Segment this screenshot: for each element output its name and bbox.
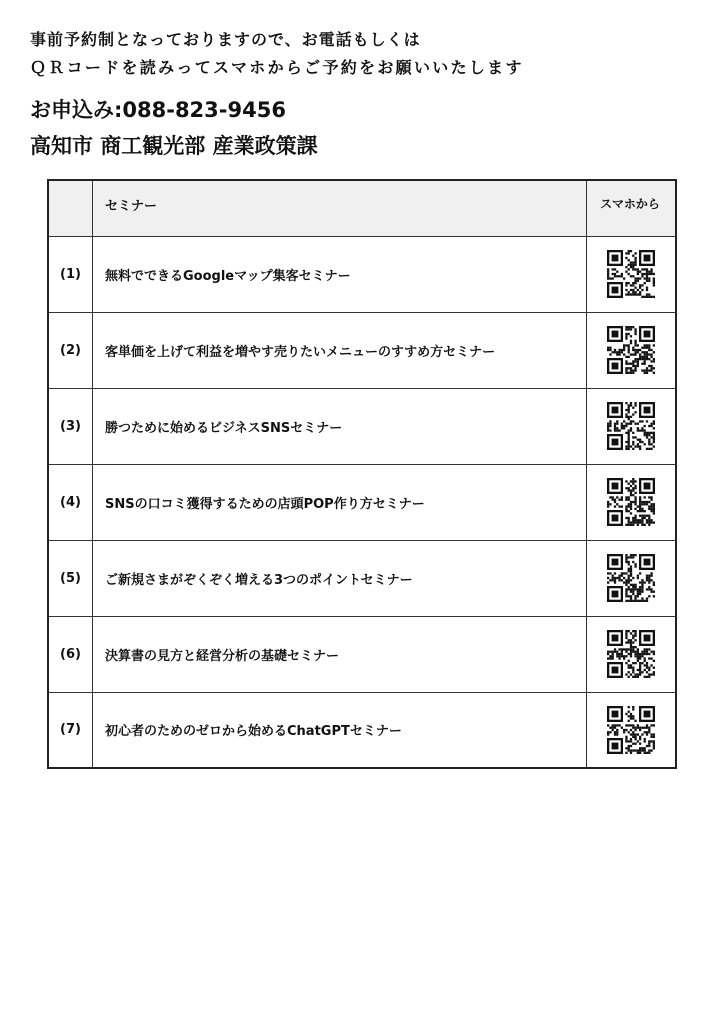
- row-number: (2): [48, 312, 93, 388]
- qr-code-icon[interactable]: [607, 250, 655, 298]
- row-title: 無料でできるGoogleマップ集客セミナー: [93, 236, 587, 312]
- qr-code-icon[interactable]: [607, 326, 655, 374]
- row-title: ご新規さまがぞくぞく増える3つのポイントセミナー: [93, 540, 587, 616]
- header-number: [48, 180, 93, 236]
- row-title: 勝つために始めるビジネスSNSセミナー: [93, 388, 587, 464]
- header-qr: スマホから: [587, 180, 677, 236]
- qr-code-icon[interactable]: [607, 554, 655, 602]
- table-row: [48, 540, 676, 616]
- phone-number: お申込み:088-823-9456: [30, 98, 286, 122]
- table-row: [48, 616, 676, 692]
- row-number: (6): [48, 616, 93, 692]
- qr-code-icon[interactable]: [607, 402, 655, 450]
- reservation-notice: [30, 26, 524, 82]
- department-name: 高知市 商工観光部 産業政策課: [30, 134, 318, 158]
- table-row: [48, 692, 676, 768]
- row-number: (1): [48, 236, 93, 312]
- table-header-row: [48, 180, 676, 236]
- row-title: 客単価を上げて利益を増やす売りたいメニューのすすめ方セミナー: [93, 312, 587, 388]
- row-title: 初心者のためのゼロから始めるChatGPTセミナー: [93, 692, 587, 768]
- row-number: (7): [48, 692, 93, 768]
- qr-code-icon[interactable]: [607, 706, 655, 754]
- qr-code-icon[interactable]: [607, 630, 655, 678]
- notice-line-2: ＱＲコードを読みってスマホからご予約をお願いいたします: [30, 58, 524, 77]
- row-title: SNSの口コミ獲得するための店頭POP作り方セミナー: [93, 464, 587, 540]
- qr-code-icon[interactable]: [607, 478, 655, 526]
- header-seminar: セミナー: [93, 180, 587, 236]
- table-row: [48, 388, 676, 464]
- row-number: (5): [48, 540, 93, 616]
- table-row: [48, 312, 676, 388]
- seminar-table: [47, 179, 677, 769]
- row-number: (3): [48, 388, 93, 464]
- contact-block: [30, 93, 318, 163]
- notice-line-1: 事前予約制となっておりますので、お電話もしくは: [30, 30, 421, 49]
- table-row: [48, 236, 676, 312]
- row-number: (4): [48, 464, 93, 540]
- table-row: [48, 464, 676, 540]
- row-title: 決算書の見方と経営分析の基礎セミナー: [93, 616, 587, 692]
